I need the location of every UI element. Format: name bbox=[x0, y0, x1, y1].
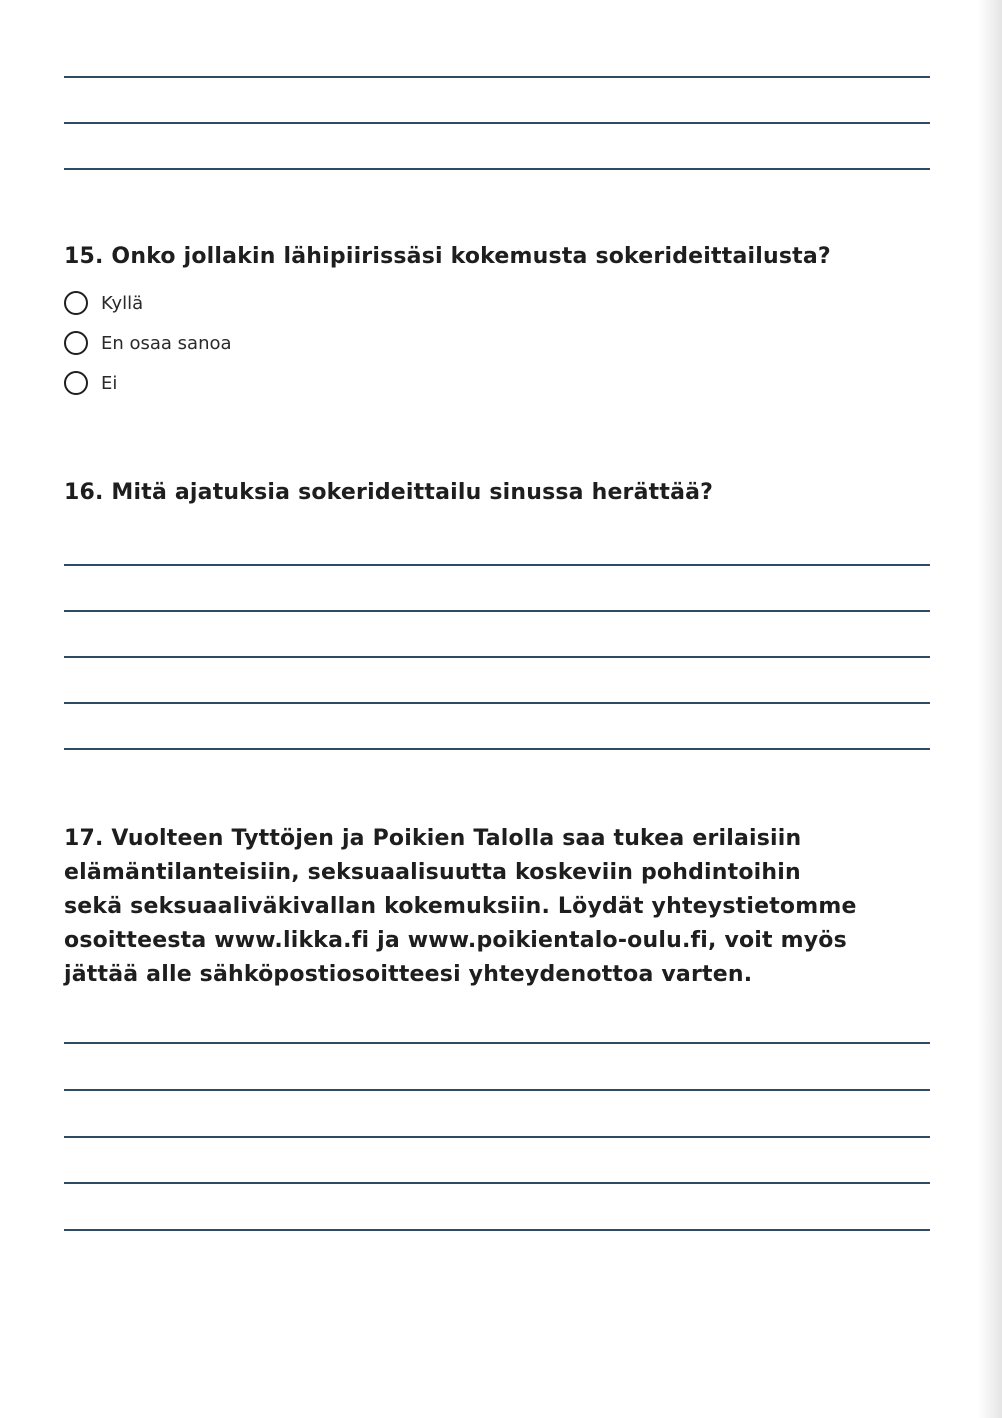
question-17-text: 17. Vuolteen Tyttöjen ja Poikien Talolla saa tukea erilaisiin elämäntilanteisiin, seksuaalisuutta koskeviin pohdintoihin sekä seksuaaliväkivallan kokemuksiin. Löydät yhteystietomme osoitteesta www.likka.fi ja www.poikientalo-oulu.fi, voit myös jättää alle sähköpostiosoitteesi yhteydenottoa varten. bbox=[64, 826, 857, 987]
q15-option-en-osaa-sanoa[interactable] bbox=[64, 331, 232, 355]
answer-line[interactable] bbox=[64, 702, 930, 704]
answer-line[interactable] bbox=[64, 76, 930, 78]
answer-line[interactable] bbox=[64, 1089, 930, 1091]
answer-line[interactable] bbox=[64, 168, 930, 170]
option-label: Ei bbox=[101, 372, 118, 394]
radio-circle-icon[interactable] bbox=[64, 371, 88, 395]
answer-line[interactable] bbox=[64, 1182, 930, 1184]
answer-line[interactable] bbox=[64, 122, 930, 124]
q15-option-ei[interactable] bbox=[64, 371, 117, 395]
answer-line[interactable] bbox=[64, 1042, 930, 1044]
question-15-title: 15. Onko jollakin lähipiirissäsi kokemusta sokerideittailusta? bbox=[64, 244, 831, 269]
page-edge-shadow bbox=[978, 0, 1002, 1418]
option-label: En osaa sanoa bbox=[101, 332, 232, 354]
radio-circle-icon[interactable] bbox=[64, 331, 88, 355]
radio-circle-icon[interactable] bbox=[64, 291, 88, 315]
answer-line[interactable] bbox=[64, 1229, 930, 1231]
answer-line[interactable] bbox=[64, 610, 930, 612]
answer-line[interactable] bbox=[64, 564, 930, 566]
question-16-title: 16. Mitä ajatuksia sokerideittailu sinussa herättää? bbox=[64, 480, 714, 505]
q15-option-kylla[interactable] bbox=[64, 291, 143, 315]
option-label: Kyllä bbox=[101, 292, 144, 314]
answer-line[interactable] bbox=[64, 1136, 930, 1138]
answer-line[interactable] bbox=[64, 656, 930, 658]
answer-line[interactable] bbox=[64, 748, 930, 750]
